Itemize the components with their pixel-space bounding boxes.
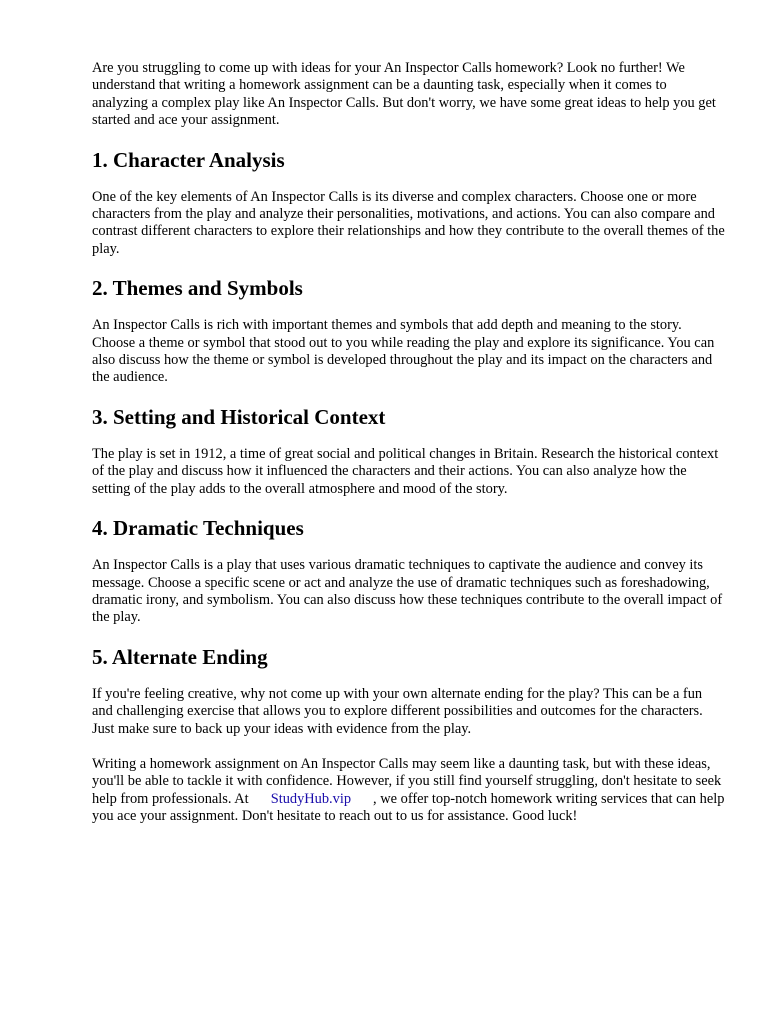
intro-paragraph: Are you struggling to come up with ideas for your An Inspector Calls homework? Look no further! We understand that writing a homework assignment can be a daunting task, especially when it comes to analyzing a complex play like An Inspector Calls. But don't worry, we have some great ideas to help you get started and ace your assignment. [92,60,716,129]
section-body-dramatic-techniques: An Inspector Calls is a play that uses various dramatic techniques to captivate the audience and convey its message. Choose a specific scene or act and analyze the use of dramatic techniques such as foreshadowing, dramatic irony, and symbolism. You can also discuss how these techniques contribute to the overall impact of the play. [92,557,723,626]
closing-text-after-link: , we offer top-notch homework writing services that can help you ace your assignment. Don't hesitate to reach out to us for assistance. Good luck! [92,790,725,825]
section-body-setting-and-historical-context: The play is set in 1912, a time of great social and political changes in Britain. Research the historical context of the play and discuss how it influenced the characters and their actions. You can also analyze how the setting of the play adds to the overall atmosphere and mood of the story. [92,445,719,497]
section-body-themes-and-symbols: An Inspector Calls is rich with important themes and symbols that add depth and meaning to the story. Choose a theme or symbol that stood out to you while reading the play and explore its significance. You can also discuss how the theme or symbol is developed throughout the play and its impact on the characters and the audience. [92,317,715,386]
closing-text-before-link: Writing a homework assignment on An Inspector Calls may seem like a daunting task, but with these ideas, you'll be able to tackle it with confidence. However, if you still find yourself struggling, don't hesitate to seek help from professionals. At [92,755,722,807]
section-heading-character-analysis: 1. Character Analysis [92,147,285,172]
section-heading-themes-and-symbols: 2. Themes and Symbols [92,276,303,301]
section-heading-setting-and-historical-context: 3. Setting and Historical Context [92,404,386,429]
closing-paragraph [92,756,726,826]
section-body-character-analysis: One of the key elements of An Inspector Calls is its diverse and complex characters. Choose one or more characters from the play and analyze their personalities, motivations, and actions. You can also compare and contrast different characters to explore their relationships and how they contribute to the overall themes of the play. [92,188,725,257]
studyhub-link[interactable]: StudyHub.vip [270,790,352,807]
section-heading-dramatic-techniques: 4. Dramatic Techniques [92,516,304,541]
section-body-alternate-ending: If you're feeling creative, why not come up with your own alternate ending for the play? This can be a fun and challenging exercise that allows you to explore different possibilities and outcomes for the characters. Just make sure to back up your ideas with evidence from the play. [92,685,703,737]
section-heading-alternate-ending: 5. Alternate Ending [92,644,268,669]
